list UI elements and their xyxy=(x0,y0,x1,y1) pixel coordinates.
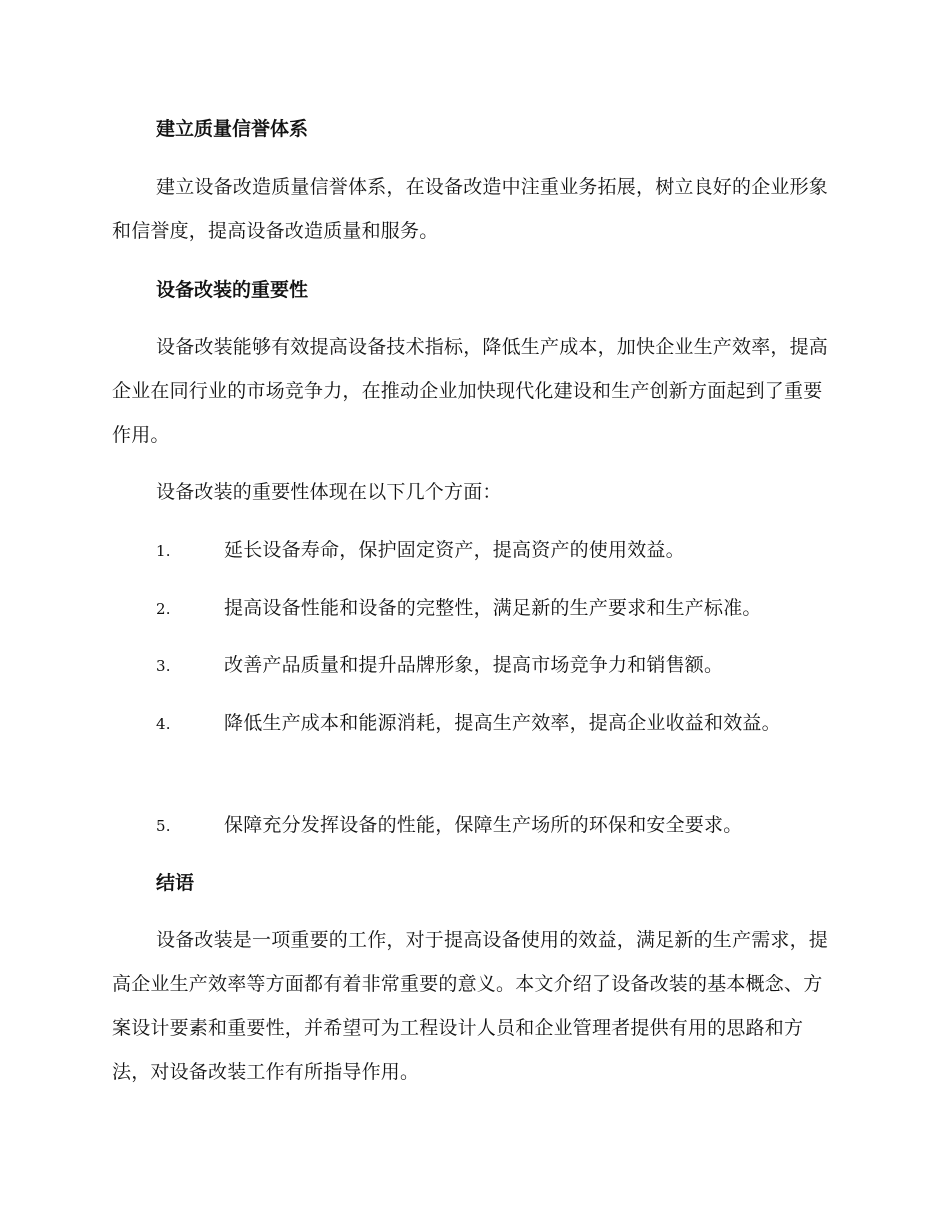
list-item-number: 4. xyxy=(156,715,171,733)
list-item-number: 1. xyxy=(156,542,171,560)
list-item-text: 提高设备性能和设备的完整性，满足新的生产要求和生产标准。 xyxy=(224,597,762,619)
list-item-2 xyxy=(112,586,834,631)
list-item-number: 3. xyxy=(156,657,171,675)
paragraph-conclusion: 设备改装是一项重要的工作，对于提高设备使用的效益，满足新的生产需求，提高企业生产效率等方面都有着非常重要的意义。本文介绍了设备改装的基本概念、方案设计要素和重要性，并希望可为工程设计人员和企业管理者提供有用的思路和方法，对设备改装工作有所指导作用。 xyxy=(112,929,829,1083)
list-item-text: 保障充分发挥设备的性能，保障生产场所的环保和安全要求。 xyxy=(224,814,743,836)
section-heading-conclusion: 结语 xyxy=(156,872,195,894)
paragraph-importance-aspects: 设备改装的重要性体现在以下几个方面： xyxy=(156,481,502,503)
list-item-number: 2. xyxy=(156,600,171,618)
list-item-4 xyxy=(112,701,834,746)
list-item-text: 改善产品质量和提升品牌形象，提高市场竞争力和销售额。 xyxy=(224,654,724,676)
list-item-1 xyxy=(112,528,834,573)
list-item-5 xyxy=(112,803,834,848)
list-item-text: 降低生产成本和能源消耗，提高生产效率，提高企业收益和效益。 xyxy=(224,712,781,734)
paragraph-quality-reputation: 建立设备改造质量信誉体系，在设备改造中注重业务拓展，树立良好的企业形象和信誉度，提高设备改造质量和服务。 xyxy=(112,176,829,242)
list-item-number: 5. xyxy=(156,817,171,835)
section-heading-importance: 设备改装的重要性 xyxy=(156,279,309,301)
list-item-3 xyxy=(112,643,834,688)
list-item-text: 延长设备寿命，保护固定资产，提高资产的使用效益。 xyxy=(224,539,685,561)
section-heading-quality-reputation: 建立质量信誉体系 xyxy=(156,118,309,140)
paragraph-importance-intro: 设备改装能够有效提高设备技术指标，降低生产成本，加快企业生产效率，提高企业在同行业的市场竞争力，在推动企业加快现代化建设和生产创新方面起到了重要作用。 xyxy=(112,336,829,446)
